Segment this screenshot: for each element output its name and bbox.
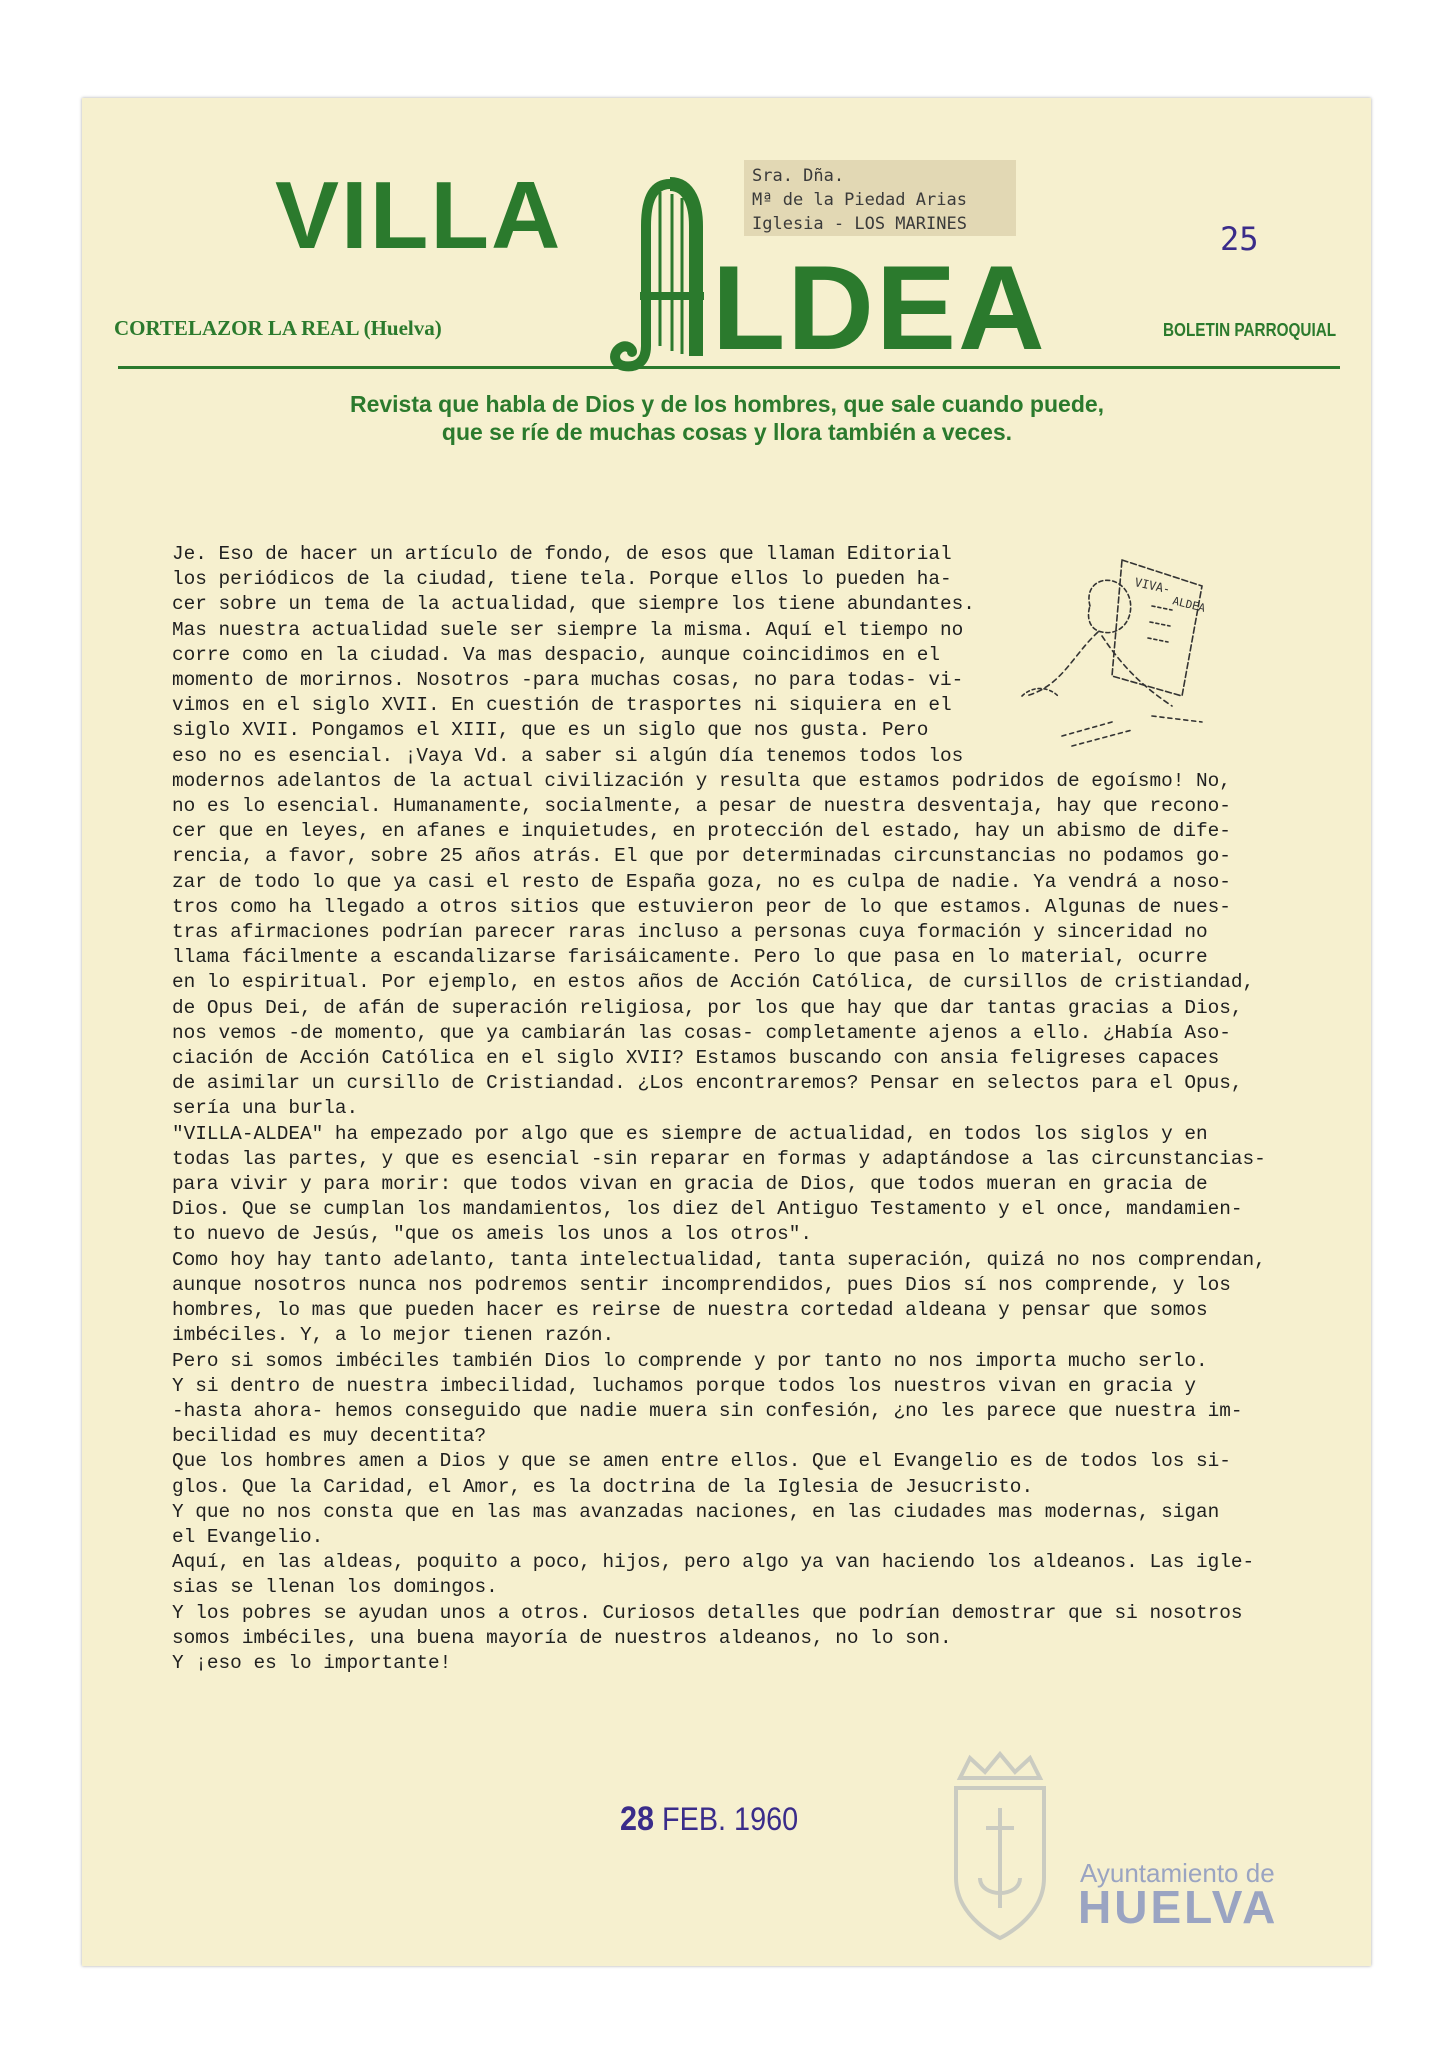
issue-number: 25 (1220, 220, 1259, 258)
body-line: hombres, lo mas que pueden hacer es reirse de nuestra cortedad aldeana y pensar que somos (172, 1299, 1208, 1322)
body-line: Aquí, en las aldeas, poquito a poco, hijos, pero algo ya van haciendo los aldeanos. Las igle- (172, 1551, 1255, 1574)
city-shield-watermark-icon (940, 1748, 1060, 1948)
body-line: en lo espiritual. Por ejemplo, en estos años de Acción Católica, de cursillos de cristiandad, (172, 971, 1255, 994)
masthead-aldea: LDEA (712, 241, 1047, 375)
body-line: los periódicos de la ciudad, tiene tela. Porque ellos lo pueden ha- (172, 568, 952, 591)
body-line: tros como ha llegado a otros sitios que estuvieron peor de lo que estamos. Algunas de nues- (172, 895, 1231, 918)
body-line: Y que no nos consta que en las mas avanzadas naciones, en las ciudades mas modernas, sigan (172, 1500, 1220, 1523)
body-line: Que los hombres amen a Dios y que se amen entre ellos. Que el Evangelio es de todos los si- (172, 1450, 1231, 1473)
body-line: zar de todo lo que ya casi el resto de España goza, no es culpa de nadie. Ya vendrá a noso- (172, 870, 1231, 893)
address-label (744, 160, 1016, 236)
body-line: rencia, a favor, sobre 25 años atrás. El que por determinadas circunstancias no podamos go- (172, 845, 1231, 868)
body-line: corre como en la ciudad. Va mas despacio, aunque coincidimos en el (172, 643, 940, 666)
body-line: Y si dentro de nuestra imbecilidad, luchamos porque todos los nuestros vivan en gracia y (172, 1374, 1196, 1397)
body-line: nos vemos -de momento, que ya cambiarán las cosas- completamente ajenos a ello. ¿Había Aso- (172, 1021, 1231, 1044)
address-line: Sra. Dña. (752, 166, 845, 186)
body-line: vimos en el siglo XVII. En cuestión de trasportes ni siquiera en el (172, 694, 952, 717)
body-line: Je. Eso de hacer un artículo de fondo, de esos que llaman Editorial (172, 543, 952, 565)
body-line: imbéciles. Y, a lo mejor tienen razón. (172, 1324, 615, 1347)
body-line: glos. Que la Caridad, el Amor, es la doctrina de la Iglesia de Jesucristo. (172, 1475, 1034, 1498)
body-line: siglo XVII. Pongamos el XIII, que es un siglo que nos gusta. Pero (172, 719, 929, 742)
body-line: Dios. Que se cumplan los mandamientos, los diez del Antiguo Testamento y el once, mandamien- (172, 1198, 1243, 1221)
body-line: ciación de Acción Católica en el siglo XVII? Estamos buscando con ansia feligreses capaces (172, 1047, 1220, 1070)
body-line: sería una burla. (172, 1097, 359, 1120)
body-line: el Evangelio. (172, 1525, 324, 1548)
body-line: Mas nuestra actualidad suele ser siempre la misma. Aquí el tiempo no (172, 618, 964, 641)
newsletter-page (82, 98, 1371, 1966)
address-line: Mª de la Piedad Arias (752, 190, 967, 210)
body-line: momento de morirnos. Nosotros -para muchas cosas, no para todas- vi- (172, 669, 964, 692)
tagline-line: Revista que habla de Dios y de los hombres, que sale cuando puede, (349, 391, 1105, 417)
body-line: todas las partes, y que es esencial -sin reparar en formas y adaptándose a las circunstancias- (172, 1147, 1266, 1170)
sketch-sign-line1: VIVA- (1133, 575, 1172, 597)
body-line: modernos adelantos de la actual civilización y resulta que estamos podridos de egoísmo! No, (172, 769, 1231, 792)
body-line: -hasta ahora- hemos conseguido que nadie muera sin confesión, ¿no les parece que nuestra im- (172, 1399, 1243, 1422)
date-stamp-day: 28 (620, 1800, 655, 1838)
body-line: becilidad es muy decentita? (172, 1425, 487, 1448)
body-line: to nuevo de Jesús, "que os ameis los unos a los otros". (172, 1223, 812, 1246)
editorial-body (172, 542, 1352, 1676)
body-line: no es lo esencial. Humanamente, socialmente, a pesar de nuestra desventaja, hay que recono- (172, 795, 1231, 818)
body-line: de Opus Dei, de afán de superación religiosa, por los que hay que dar tantas gracias a Dios, (172, 996, 1243, 1019)
body-line: eso no es esencial. ¡Vaya Vd. a saber si algún día tenemos todos los (172, 744, 964, 767)
masthead-big-a-icon (610, 176, 720, 376)
place-name: CORTELAZOR LA REAL (Huelva) (114, 316, 442, 340)
watermark-line1: Ayuntamiento de (1080, 1858, 1275, 1888)
body-line: somos imbéciles, una buena mayoría de nuestros aldeanos, no lo son. (172, 1626, 952, 1649)
date-stamp-year: 1960 (734, 1801, 799, 1837)
body-line: Como hoy hay tanto adelanto, tanta intelectualidad, tanta superación, quizá no nos comprendan, (172, 1248, 1266, 1271)
body-line: Y los pobres se ayudan unos a otros. Curiosos detalles que podrían demostrar que si nosotros (172, 1601, 1243, 1624)
tagline-line: que se ríe de muchas cosas y llora también a veces. (441, 419, 1013, 445)
body-line: "VILLA-ALDEA" ha empezado por algo que es siempre de actualidad, en todos los siglos y en (172, 1122, 1208, 1145)
body-line: tras afirmaciones podrían parecer raras incluso a personas cuya formación y sinceridad no (172, 921, 1208, 944)
body-line: para vivir y para morir: que todos vivan en gracia de Dios, que todos mueran en gracia de (172, 1173, 1208, 1196)
masthead-divider (118, 366, 1340, 369)
body-line: llama fácilmente a escandalizarse farisáicamente. Pero lo que pasa en lo material, ocurre (172, 946, 1208, 969)
sketch-sign-line2: ALDEA (1171, 594, 1207, 615)
bulletin-label: BOLETIN PARROQUIAL (1163, 320, 1337, 340)
address-line: Iglesia - LOS MARINES (752, 214, 967, 234)
body-line: aunque nosotros nunca nos podremos sentir incomprendidos, pues Dios sí nos comprende, y los (172, 1273, 1231, 1296)
body-line: Pero si somos imbéciles también Dios lo comprende y por tanto no nos importa mucho serlo. (172, 1349, 1208, 1372)
date-stamp (620, 1800, 798, 1839)
tagline (142, 390, 1312, 446)
body-line: de asimilar un cursillo de Cristiandad. ¿Los encontraremos? Pensar en selectos para el Opus, (172, 1072, 1243, 1095)
watermark-line2: HUELVA (1078, 1881, 1279, 1933)
body-line: cer que en leyes, en afanes e inquietudes, en protección del estado, hay un abismo de dife- (172, 820, 1231, 843)
date-stamp-month: FEB. (662, 1801, 727, 1837)
body-line: cer sobre un tema de la actualidad, que siempre los tiene abundantes. (172, 593, 975, 616)
body-line: sias se llenan los domingos. (172, 1576, 498, 1599)
body-line: Y ¡eso es lo importante! (172, 1651, 452, 1674)
masthead-villa: VILLA (275, 162, 563, 269)
